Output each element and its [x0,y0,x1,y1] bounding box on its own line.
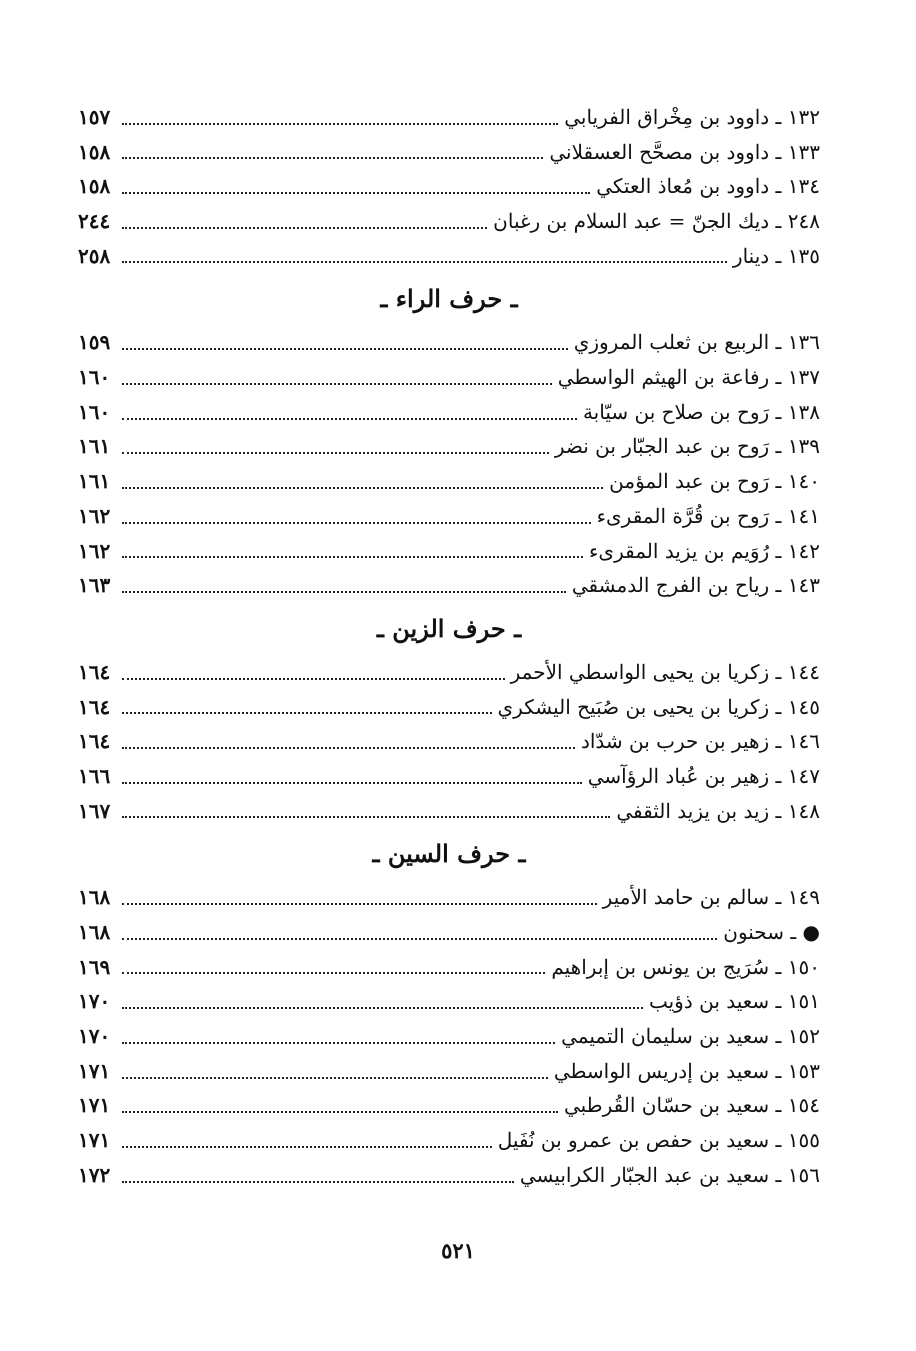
index-row [78,464,820,499]
index-row [78,759,820,794]
dot-leader [122,816,610,818]
entry-page: ١٥٩ [78,330,111,355]
dot-leader [122,192,590,194]
dot-leader [122,591,566,593]
entry-name: ١٥٢ ـ سعيد بن سليمان التميمي [561,1024,820,1049]
entry-page: ١٧١ [78,1058,111,1083]
entry-name: ١٥٣ ـ سعيد بن إدريس الواسطي [553,1058,820,1083]
entry-name: ١٣٤ ـ داوود بن مُعاذ العتكي [596,174,820,199]
entry-page: ٢٤٤ [78,209,111,234]
index-row [78,360,820,395]
index-row [78,1019,820,1054]
dot-leader [122,972,545,974]
dot-leader [122,418,577,420]
index-row [78,655,820,690]
entry-name: ١٤٧ ـ زهير بن عُباد الرؤآسي [587,763,820,788]
dot-leader [122,123,558,125]
dot-leader [122,348,568,350]
entry-name: ١٥٥ ـ سعيد بن حفص بن عمرو بن نُفَيل [497,1128,820,1153]
entry-name: ١٣٧ ـ رفاعة بن الهيثم الواسطي [557,365,820,390]
entry-name: ١٤٤ ـ زكريا بن يحيى الواسطي الأحمر [510,659,820,684]
entry-page: ١٧١ [78,1128,111,1153]
index-row [78,395,820,430]
dot-leader [122,522,591,524]
entry-page: ١٧٠ [78,1024,111,1049]
entry-page: ٢٥٨ [78,243,111,268]
index-row [78,100,820,135]
entry-page: ١٦٤ [78,694,111,719]
entry-page: ١٦٤ [78,659,111,684]
entry-page: ١٧٠ [78,989,111,1014]
entry-name: ١٤٢ ـ رُوَيم بن يزيد المقرىء [589,538,820,563]
dot-leader [122,157,543,159]
dot-leader [122,1042,555,1044]
entry-page: ١٦٧ [78,798,111,823]
entry-name: ١٤١ ـ رَوح بن قُرَّة المقرىء [596,503,820,528]
entry-page: ١٦١ [78,469,111,494]
entry-name: ٢٤٨ ـ ديك الجنّ = عبد السلام بن رغبان [493,209,820,234]
index-row [78,568,820,603]
entry-name: ١٣٩ ـ رَوح بن عبد الجبّار بن نضر [554,434,820,459]
entry-page: ١٦٠ [78,365,111,390]
entry-page: ١٦٢ [78,503,111,528]
dot-leader [122,1007,643,1009]
index-row [78,915,820,950]
section-heading: ـ حرف الزين ـ [376,613,522,643]
dot-leader [122,782,582,784]
index-row [78,1123,820,1158]
section-seen [78,828,820,1192]
section-zay [78,603,820,828]
section-heading: ـ حرف السين ـ [372,839,526,869]
index-row [78,430,820,465]
dot-leader [122,1146,492,1148]
page-number: ٥٢١ [441,1238,475,1263]
dot-leader [122,556,583,558]
entry-name: ١٤٦ ـ زهير بن حرب بن شدّاد [580,729,820,754]
entry-name: ١٥١ ـ سعيد بن ذؤيب [648,989,820,1014]
entry-page: ١٥٧ [78,104,111,129]
entry-page: ١٦٣ [78,573,111,598]
index-row [78,794,820,829]
index-row [78,135,820,170]
entry-page: ١٥٨ [78,174,111,199]
entry-name: ١٤٥ ـ زكريا بن يحيى بن صُبَيح اليشكري [497,694,820,719]
index-row [78,325,820,360]
entry-page: ١٧٢ [78,1162,111,1187]
dot-leader [122,383,552,385]
index-row [78,950,820,985]
index-row [78,1054,820,1089]
entry-name: ١٤٣ ـ رياح بن الفرج الدمشقي [571,573,820,598]
entry-page: ١٦٨ [78,885,111,910]
entry-name: ١٤٨ ـ زيد بن يزيد الثقفي [616,798,820,823]
entry-name: ١٥٤ ـ سعيد بن حسّان القُرطبي [563,1093,820,1118]
index-row [78,534,820,569]
index-row [78,880,820,915]
dot-leader [122,227,487,229]
index-row [78,204,820,239]
index-row [78,499,820,534]
entry-name: ● ـ سحنون [723,920,820,945]
entry-name: ١٣٣ ـ داوود بن مصحَّح العسقلاني [549,139,820,164]
index-row [78,1158,820,1193]
entry-page: ١٦٠ [78,399,111,424]
dot-leader [122,261,727,263]
entry-page: ١٦٢ [78,538,111,563]
index-row [78,239,820,274]
section-ra [78,273,820,603]
entry-page: ١٦٤ [78,729,111,754]
entry-name: ١٣٢ ـ داوود بن مِخْراق الفريابي [564,104,820,129]
dot-leader [122,1111,558,1113]
section-heading: ـ حرف الراء ـ [380,284,518,314]
dot-leader [122,487,603,489]
index-row [78,1089,820,1124]
index-content [78,100,820,1193]
entry-page: ١٦٩ [78,954,111,979]
entry-name: ١٤٩ ـ سالم بن حامد الأمير [602,885,820,910]
index-row [78,690,820,725]
dot-leader [122,903,597,905]
entry-name: ١٣٥ ـ دينار [732,243,820,268]
entry-page: ١٧١ [78,1093,111,1118]
entry-name: ١٣٨ ـ رَوح بن صلاح بن سيّابة [582,399,820,424]
dot-leader [122,678,505,680]
dot-leader [122,452,549,454]
dot-leader [122,1181,514,1183]
entry-page: ١٦٨ [78,920,111,945]
entry-page: ١٦١ [78,434,111,459]
entry-name: ١٥٦ ـ سعيد بن عبد الجبّار الكرابيسي [519,1162,820,1187]
dot-leader [122,1077,548,1079]
index-row [78,724,820,759]
dot-leader [122,712,492,714]
entry-name: ١٣٦ ـ الربيع بن ثعلب المروزي [573,330,820,355]
dot-leader [122,747,575,749]
entry-page: ١٦٦ [78,763,111,788]
index-row [78,169,820,204]
section-dal [78,100,820,273]
index-row [78,984,820,1019]
entry-page: ١٥٨ [78,139,111,164]
entry-name: ١٤٠ ـ رَوح بن عبد المؤمن [609,469,820,494]
dot-leader [122,938,717,940]
entry-name: ١٥٠ ـ سُرَيج بن يونس بن إبراهيم [551,954,820,979]
